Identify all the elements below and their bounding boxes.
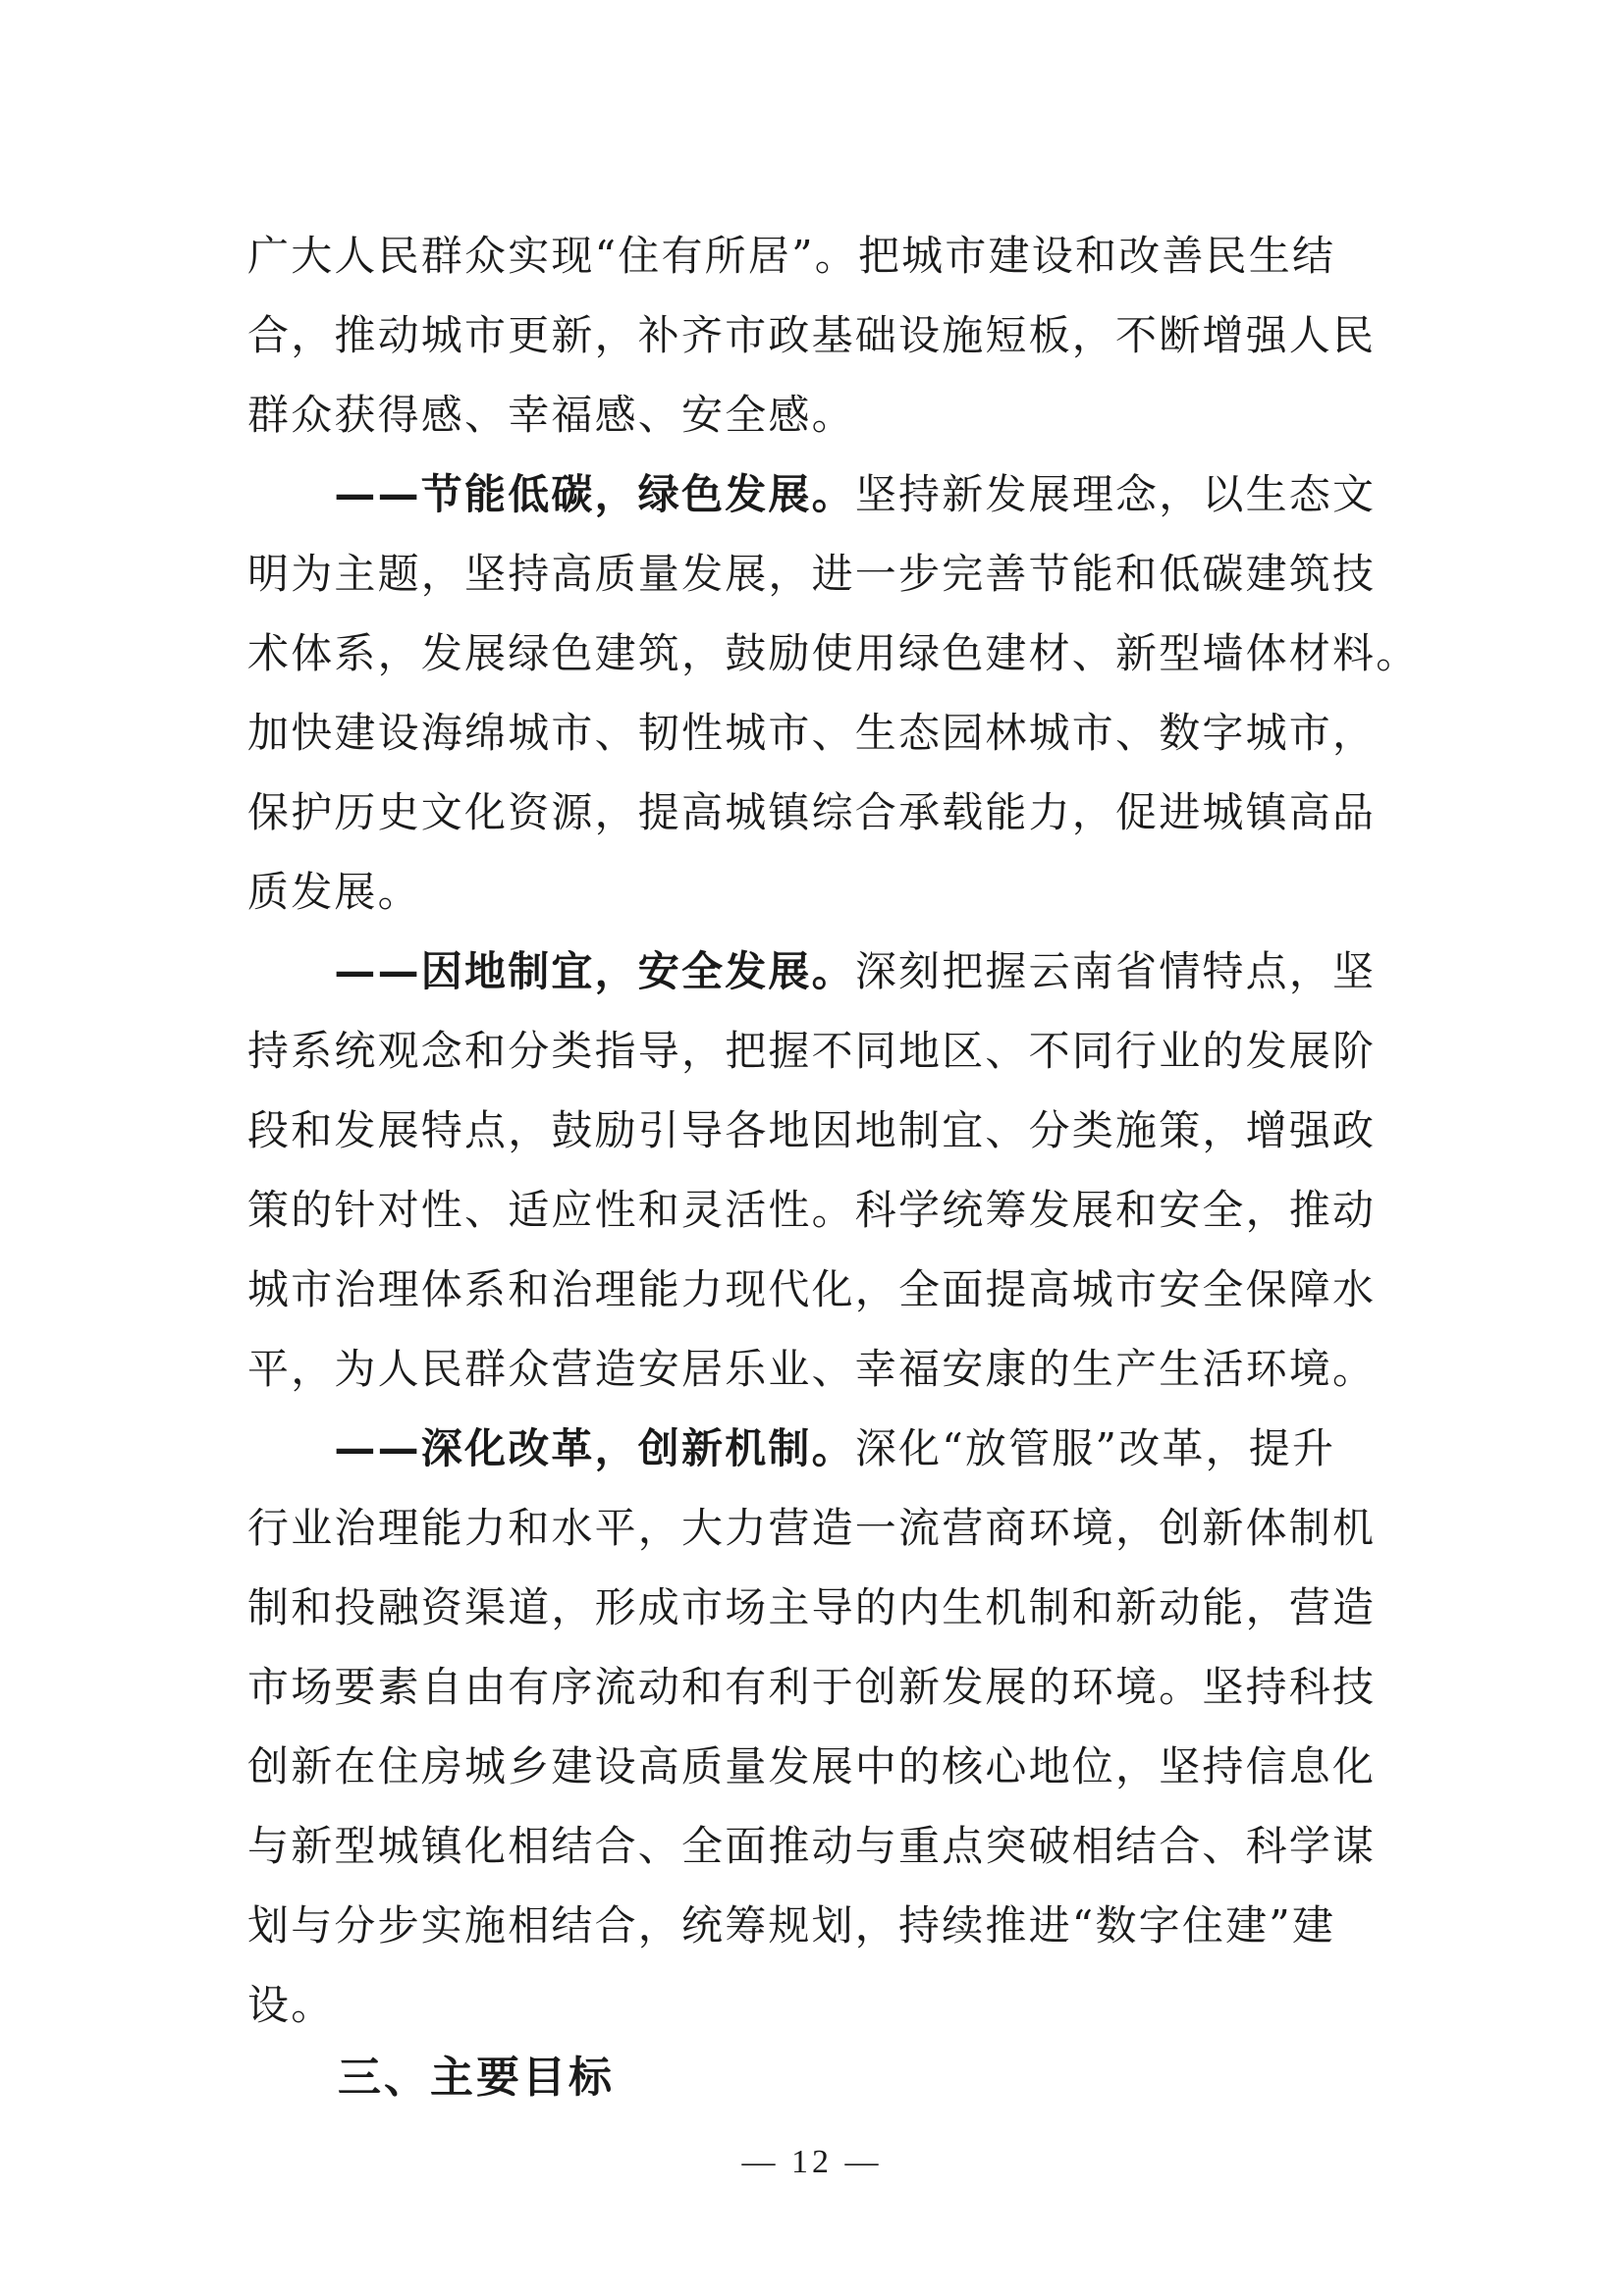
text-line: [247, 1329, 1386, 1409]
line-text: 群众获得感、幸福感、安全感。: [247, 391, 855, 439]
line-text: 合，推动城市更新，补齐市政基础设施短板，不断增强人民: [247, 311, 1377, 359]
text-line: [247, 1409, 1386, 1488]
text-line: [247, 375, 1386, 454]
line-text: 划与分步实施相结合，统筹规划，持续推进“数字住建”建: [247, 1901, 1336, 1949]
paragraph-lead: ——深化改革，创新机制。: [247, 1424, 855, 1472]
line-text: 深刻把握云南省情特点，坚: [854, 947, 1377, 995]
line-text: 质发展。: [247, 868, 421, 916]
text-line: [247, 773, 1386, 852]
section-heading: 三、主要目标: [338, 2053, 615, 2103]
text-line: [247, 1011, 1386, 1091]
text-line: [247, 614, 1420, 693]
line-text: 城市治理体系和治理能力现代化，全面提高城市安全保障水: [247, 1265, 1377, 1313]
line-text: 平，为人民群众营造安居乐业、幸福安康的生产生活环境。: [247, 1345, 1377, 1393]
line-text: 行业治理能力和水平，大力营造一流营商环境，创新体制机: [247, 1504, 1377, 1552]
line-text: 坚持新发展理念，以生态文: [854, 470, 1377, 518]
text-line: [247, 1250, 1386, 1329]
line-text: 深化“放管服”改革，提升: [854, 1424, 1336, 1472]
paragraph-lead: ——因地制宜，安全发展。: [247, 947, 855, 995]
line-text: 创新在住房城乡建设高质量发展中的核心地位，坚持信息化: [247, 1742, 1377, 1790]
text-line: [247, 295, 1386, 375]
line-text: 加快建设海绵城市、韧性城市、生态园林城市、数字城市，: [247, 709, 1377, 757]
line-text: 制和投融资渠道，形成市场主导的内生机制和新动能，营造: [247, 1583, 1377, 1631]
text-line: [247, 932, 1386, 1011]
text-line: [247, 1091, 1386, 1170]
page-number: — 12 —: [741, 2144, 883, 2180]
text-line: [247, 1886, 1386, 1965]
line-text: 策的针对性、适应性和灵活性。科学统筹发展和安全，推动: [247, 1186, 1377, 1234]
text-line: [247, 1965, 1386, 2045]
line-text: 保护历史文化资源，提高城镇综合承载能力，促进城镇高品: [247, 788, 1377, 836]
line-text: 市场要素自由有序流动和有利于创新发展的环境。坚持科技: [247, 1663, 1377, 1711]
text-line: [247, 1806, 1386, 1886]
line-text: 段和发展特点，鼓励引导各地因地制宜、分类施策，增强政: [247, 1106, 1377, 1154]
text-line: [247, 1170, 1386, 1250]
line-text: 与新型城镇化相结合、全面推动与重点突破相结合、科学谋: [247, 1822, 1377, 1870]
text-line: [247, 1568, 1386, 1647]
body-text: [247, 216, 1420, 2045]
text-line: [247, 454, 1386, 534]
text-line: [247, 534, 1386, 614]
paragraph-lead: ——节能低碳，绿色发展。: [247, 470, 855, 518]
text-line: [247, 216, 1386, 295]
text-line: [247, 693, 1386, 773]
line-text: 广大人民群众实现“住有所居”。把城市建设和改善民生结: [247, 232, 1336, 280]
text-line: [247, 1727, 1386, 1806]
line-text: 术体系，发展绿色建筑，鼓励使用绿色建材、新型墙体材料。: [247, 629, 1420, 677]
text-line: [247, 852, 1386, 932]
text-line: [247, 1647, 1386, 1727]
line-text: 明为主题，坚持高质量发展，进一步完善节能和低碳建筑技: [247, 550, 1377, 598]
line-text: 持系统观念和分类指导，把握不同地区、不同行业的发展阶: [247, 1027, 1377, 1075]
line-text: 设。: [247, 1981, 335, 2029]
text-line: [247, 1488, 1386, 1568]
